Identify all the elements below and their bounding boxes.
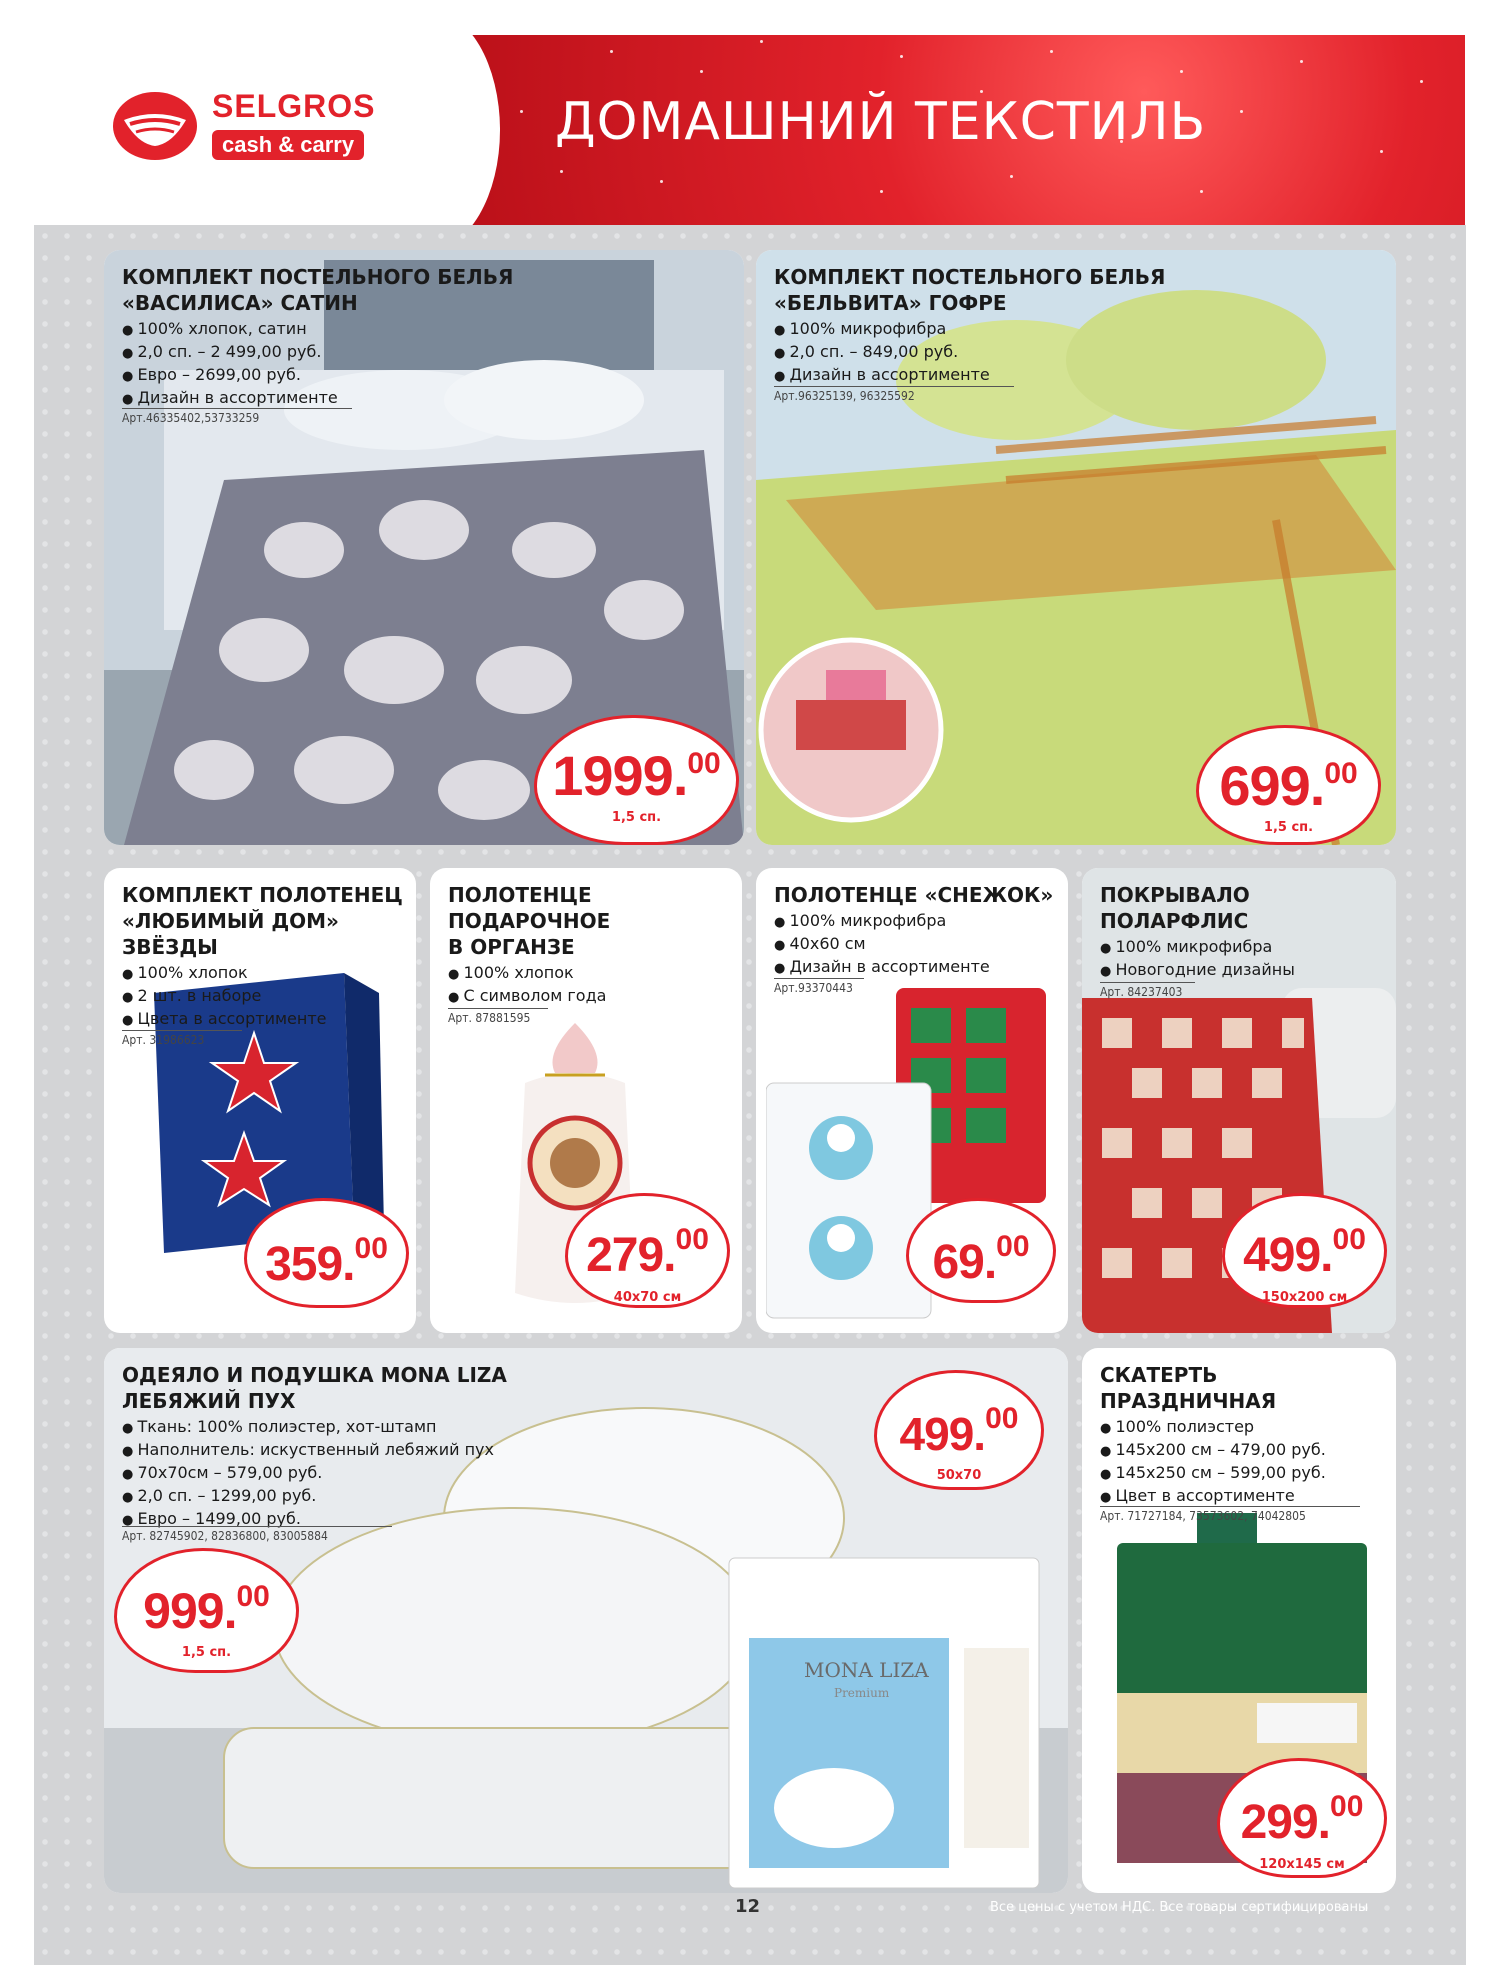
sparkle <box>1180 70 1183 73</box>
sparkle <box>1420 80 1423 83</box>
article-number: Арт. 87881595 <box>448 1008 548 1025</box>
sparkle <box>880 190 883 193</box>
product-title: КОМПЛЕКТ ПОСТЕЛЬНОГО БЕЛЬЯ «ВАСИЛИСА» САТИН <box>122 265 514 315</box>
sparkle <box>520 110 523 113</box>
sparkle <box>560 170 563 173</box>
price-tag: 499.00 150х200 см <box>1222 1193 1387 1308</box>
price-tag: 699.00 1,5 сп. <box>1196 725 1381 845</box>
sparkle <box>1050 50 1053 53</box>
article-number: Арт. 31986623 <box>122 1030 242 1047</box>
sparkle <box>1380 150 1383 153</box>
product-title: ПОЛОТЕНЦЕ ПОДАРОЧНОЕ В ОРГАНЗЕ <box>448 883 611 959</box>
article-number: Арт.93370443 <box>774 978 864 995</box>
product-features: ● 100% хлопок, сатин ● 2,0 сп. – 2 499,00 руб. ● Евро – 2699,00 руб. ● Дизайн в ассортименте <box>122 318 338 410</box>
product-card-towel-gift[interactable] <box>430 868 742 1333</box>
selgros-logo[interactable] <box>112 88 402 168</box>
product-features: ● 100% микрофибра ● 2,0 сп. – 849,00 руб. ● Дизайн в ассортименте <box>774 318 990 387</box>
sparkle <box>1300 60 1303 63</box>
product-title: ОДЕЯЛО И ПОДУШКА MONA LIZA ЛЕБЯЖИЙ ПУХ <box>122 1363 507 1413</box>
price-tag: 1999.00 1,5 сп. <box>534 715 739 845</box>
product-card-vasilisa[interactable] <box>104 250 744 845</box>
page-number: 12 <box>735 1896 761 1917</box>
product-features: ● 100% хлопок ● С символом года <box>448 962 606 1008</box>
product-title: ПОКРЫВАЛО ПОЛАРФЛИС <box>1100 883 1250 933</box>
price-tag: 279.00 40х70 см <box>565 1193 730 1308</box>
sparkle <box>760 40 763 43</box>
product-title: ПОЛОТЕНЦЕ «СНЕЖОК» <box>774 883 1054 907</box>
sparkle <box>660 180 663 183</box>
article-number: Арт. 71727184, 73573602, 74042805 <box>1100 1506 1360 1523</box>
article-number: Арт. 82745902, 82836800, 83005884 <box>122 1526 392 1543</box>
sparkle <box>1200 190 1203 193</box>
product-title: КОМПЛЕКТ ПОЛОТЕНЕЦ «ЛЮБИМЫЙ ДОМ» ЗВЁЗДЫ <box>122 883 403 959</box>
page-title: ДОМАШНИЙ ТЕКСТИЛЬ <box>555 92 1207 152</box>
sparkle <box>610 50 613 53</box>
product-features: ● 100% полиэстер ● 145х200 см – 479,00 руб. ● 145х250 см – 599,00 руб. ● Цвет в ассортименте <box>1100 1416 1326 1508</box>
sparkle <box>1010 175 1013 178</box>
logo-name: SELGROS <box>212 88 376 124</box>
product-card-towel-snezhok[interactable] <box>756 868 1068 1333</box>
article-number: Арт. 84237403 <box>1100 982 1195 999</box>
logo-icon <box>112 90 198 162</box>
product-features: ● 100% хлопок ● 2 шт. в наборе ● Цвета в ассортименте <box>122 962 327 1031</box>
article-number: Арт.96325139, 96325592 <box>774 386 1014 403</box>
product-title: КОМПЛЕКТ ПОСТЕЛЬНОГО БЕЛЬЯ «БЕЛЬВИТА» ГОФРЕ <box>774 265 1166 315</box>
product-card-tablecloth[interactable] <box>1082 1348 1396 1893</box>
product-features: ● Ткань: 100% полиэстер, хот-штамп ● Наполнитель: искуственный лебяжий пух ● 70х70см – 579,00 руб. ● 2,0 сп. – 1299,00 руб. ● Евро – 1499,00 руб. <box>122 1416 494 1531</box>
price-tag-pillow: 499.00 50х70 <box>874 1370 1044 1490</box>
product-features: ● 100% микрофибра ● Новогодние дизайны <box>1100 936 1295 982</box>
product-card-belvita[interactable] <box>756 250 1396 845</box>
logo-tagline: cash & carry <box>212 130 364 160</box>
sparkle <box>1240 110 1243 113</box>
header <box>0 0 1500 225</box>
package-brand: MONA LIZA <box>804 1658 929 1682</box>
footer-note: Все цены с учетом НДС. Все товары сертифицированы <box>990 1900 1369 1915</box>
price-tag: 359.00 <box>244 1198 409 1308</box>
product-card-blanket[interactable] <box>1082 868 1396 1333</box>
product-title: СКАТЕРТЬ ПРАЗДНИЧНАЯ <box>1100 1363 1277 1413</box>
product-card-monaliza[interactable] <box>104 1348 1068 1893</box>
price-tag: 999.00 1,5 сп. <box>114 1548 299 1673</box>
product-features: ● 100% микрофибра ● 40х60 см ● Дизайн в ассортименте <box>774 910 990 979</box>
sparkle <box>700 70 703 73</box>
price-tag: 299.00 120х145 см <box>1217 1758 1387 1878</box>
product-card-towel-set[interactable] <box>104 868 416 1333</box>
price-tag: 69.00 <box>906 1198 1056 1303</box>
article-number: Арт.46335402,53733259 <box>122 408 352 425</box>
sparkle <box>480 60 483 63</box>
sparkle <box>900 55 903 58</box>
package-sub: Premium <box>834 1686 890 1700</box>
